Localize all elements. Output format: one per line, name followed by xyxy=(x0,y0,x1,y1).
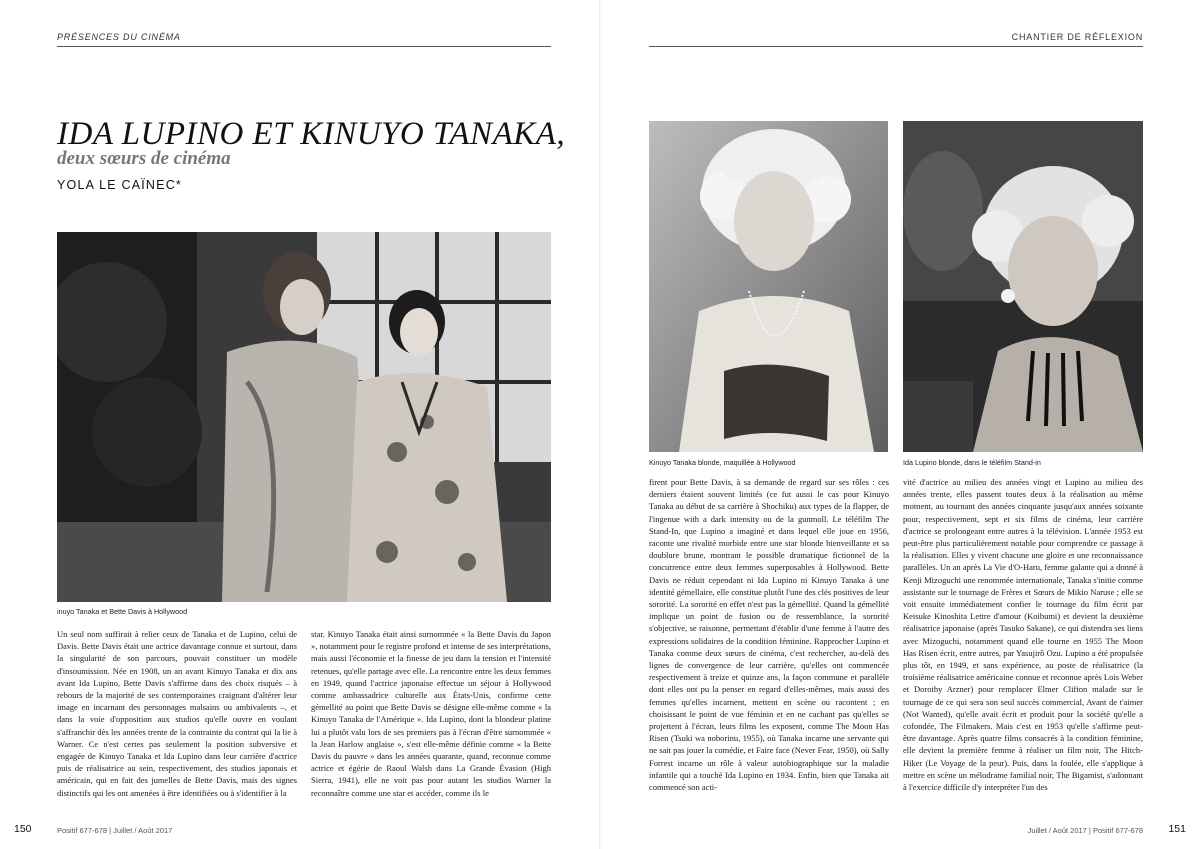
page-number-right: 151 xyxy=(1168,823,1186,835)
body-column-right-1 xyxy=(649,476,889,793)
article-author: YOLA LE CAÏNEC* xyxy=(57,178,182,192)
header-rule-left xyxy=(57,46,551,47)
body-text: star. Kinuyo Tanaka était ainsi surnommée « la Bette Davis du Japon », notamment pour le registre profond et intense de ses interprétations, mais aussi l'économie et la finesse de jeu dans la tension et l'intensité retenues, qu'elle partage avec elle. La rencontre entre les deux femmes en 1949, quand l'actrice japonaise effectue un séjour à Hollywood comme ambassadrice culturelle aux États-Unis, confirme cette gémellité au point que Bette Davis se désigne elle-même comme « la Kinuyo Tanaka de l'Amérique ». Ida Lupino, dont la blondeur platine lui a plutôt valu lors de ses premiers pas à l'écran d'être surnommée « la Jean Harlow anglaise », s'est elle-même définie comme « la Bette Davis du pauvre » dans les années quarante, quand, reconnue comme actrice et égérie de Raoul Walsh dans La Grande Évasion (High Sierra, 1941), elle ne voit pas pour autant les studios Warner la reconnaître comme une star et accéder, comme ils le xyxy=(311,629,551,798)
body-column-left-1 xyxy=(57,628,297,799)
footer-right: Juillet / Août 2017 | Positif 677-678 xyxy=(1027,826,1143,835)
photo-caption-left: inuyo Tanaka et Bette Davis à Hollywood xyxy=(57,607,188,616)
article-subtitle: deux sœurs de cinéma xyxy=(57,148,231,169)
body-text: vité d'actrice au milieu des années vingt et Lupino au milieu des années trente, elles passent toutes deux à la réalisation au même moment, au tournant des années cinquante jusqu'aux années soixante pour, respectivement, sept et six films de cinéma, leur carrière d'actrice se prolongeant entre autres à la télévision. L'année 1953 est peut-être plus particulièrement notable pour comprendre ce passage à la réalisation. Elles y vivent chacune une gloire et une reconnaissance parallèles. Un an après La Vie d'O-Haru, femme galante qui a donné à Kenji Mizoguchi une renommée internationale, Tanaka s'initie comme assistante sur le tournage de Frères et Sœurs de Mikio Naruse ; elle se voit ensuite immédiatement confier le tournage du film écrit par Keisuke Kinoshita Lettre d'amour (Koibumi) et devient la deuxième réalisatrice japonaise (après Tasuko Sakane), ce qui distendra ses liens avec Mizoguchi, notamment quand elle tourne en 1955 The Moon Has Risen écrit, entre autres, par Yasujirô Ozu. Lupino a été propulsée plus tôt, en 1949, et sans expérience, au poste de réalisatrice (la troisième réalisatrice américaine connue et reconnue après Lois Weber et Dorothy Arzner) pour remplacer Elmer Clifton malade sur le tournage de ce qui sera son seul succès commercial, Avant de t'aimer (Not Wanted), qu'elle avait écrit et produit pour la société qu'elle a cofondée, The Filmakers. Mais c'est en 1953 qu'elle s'affirme peut-être davantage. Après quatre films consacrés à la condition féminine, elle devient la première femme à réaliser un film noir, The Hitch-Hiker (Le Voyage de la peur). Puis, dans la foulée, elle s'applique à mettre en scène un mélodrame familial noir, The Bigamist, s'adonnant à l'exercice difficile d'y interpréter l'un des xyxy=(903,477,1143,793)
photo-tanaka-davis-image xyxy=(57,232,551,602)
page-number-left: 150 xyxy=(14,823,32,835)
running-head-left: PRÉSENCES DU CINÉMA xyxy=(57,32,181,42)
body-text: firent pour Bette Davis, à sa demande de regard sur ses rôles : ces derniers étaient souvent limités (ce fut aussi le cas pour Kinuyo Tanaka au début de sa carrière à Shochiku) aux types de la flapper, de l'ingenue with a dark intensity ou de la gunmoll. Le téléfilm The Stand-In, que Lupino a imaginé et dans lequel elle joue en 1956, raconte une rivalité morbide entre une star blonde bienveillante et sa doublure brune, montrant le possible dramatique fictionnel de la concurrence entre deux femmes superposables à Hollywood. Bette Davis ne réduit cependant ni Ida Lupino ni Kinuyo Tanaka à une identité gémellaire, elle constitue plutôt l'une des clés positives de leur sororité. La sororité en effet n'est pas la gémellité. Quand la gémellité implique un point de fusion ou de ressemblance, la sororité s'objective, se raisonne, permettant d'établir d'une femme à l'autre des expressions solidaires de la condition féminine. Rapprocher Lupino et Tanaka comme deux sœurs de cinéma, c'est rechercher, au-delà des lignes de convergence de leur carrière, qu'elles ont commencée respectivement à treize et quinze ans, la façon commune et parallèle dont elles ont pu la penser en regard d'elles-mêmes, mais aussi des femmes qu'elles incarnent, mettent en scène ou racontent ; en choisissant le point de vue féminin et en ne cachant pas qu'elles se projettent à l'écran, leurs films les exposent, comme The Moon Has Risen (Tsuki wa noborinu, 1955), où Tanaka incarne une servante qui ne sait pas jouer la comédie, et Faire face (Never Fear, 1950), où Sally Forrest incarne un rôle à valeur autobiographique sur la maladie infantile qui a touché Ida Lupino en 1934. Enfin, bien que Tanaka ait commencé son acti- xyxy=(649,477,889,793)
body-text: Un seul nom suffirait à relier ceux de Tanaka et de Lupino, celui de Davis. Bette Davis était une actrice davantage connue et surtout, dans la singularité de son parcours, pouvait constituer un modèle d'insoumission. Née en 1908, un an avant Kinuyo Tanaka et dix ans avant Ida Lupino, Bette Davis s'affirme dans des choix risqués – à rebours de la majorité de ses contemporaines craignant d'altérer leur image en incarnant des personnages malsains ou ambivalents –, et dans la voie d'opposition aux studios qu'elle ouvre en voulant s'affranchir dès les années trente de la contrainte du contrat qui la lie à Warner. Ce n'est certes pas seulement la position subversive et engagée de Kinuyo Tanaka et Ida Lupino dans leur carrière d'actrice puis de réalisatrice au sein, respectivement, des studios japonais et américain, qui en fait des jumelles de Bette Davis, mais des signes distinctifs qui les ont amenées à être identifiées ou à s'identifier à la xyxy=(57,629,297,798)
photo-lupino-blonde-image xyxy=(903,121,1143,452)
running-head-right: CHANTIER DE RÉFLEXION xyxy=(1011,32,1143,42)
photo-tanaka-blonde xyxy=(649,121,888,452)
photo-tanaka-davis xyxy=(57,232,551,602)
body-column-right-2 xyxy=(903,476,1143,793)
photo-caption-right-2: Ida Lupino blonde, dans le téléfilm Stand-in xyxy=(903,458,1041,467)
photo-lupino-blonde xyxy=(903,121,1143,452)
page-gutter xyxy=(599,0,601,849)
photo-caption-right-1: Kinuyo Tanaka blonde, maquillée à Hollywood xyxy=(649,458,796,467)
header-rule-right xyxy=(649,46,1143,47)
footer-left: Positif 677-678 | Juillet / Août 2017 xyxy=(57,826,173,835)
article-title: IDA LUPINO ET KINUYO TANAKA, xyxy=(57,116,566,152)
photo-tanaka-blonde-image xyxy=(649,121,888,452)
body-column-left-2 xyxy=(311,628,551,799)
